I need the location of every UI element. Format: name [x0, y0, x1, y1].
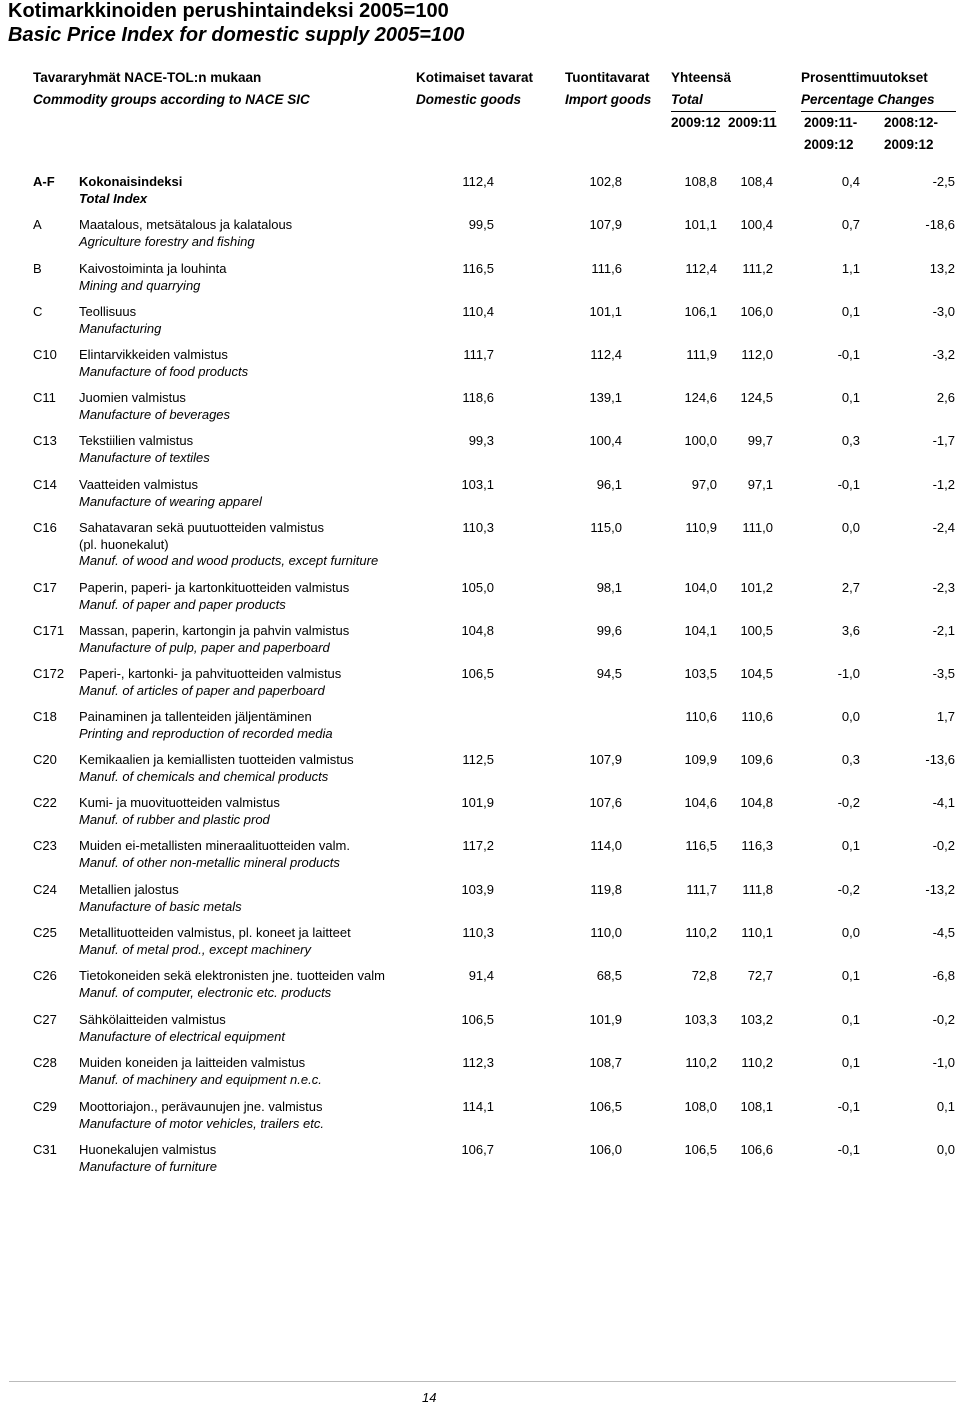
value-total-previous: 111,0: [742, 520, 773, 535]
value-total-current: 109,9: [684, 752, 717, 767]
row-label-en: Manufacture of food products: [79, 363, 249, 379]
footer-rule: [9, 1381, 956, 1382]
value-import: 114,0: [590, 838, 622, 853]
row-label-en: Agriculture forestry and fishing: [79, 233, 255, 249]
row-label-fi: Moottoriajon., perävaunujen jne. valmistus: [79, 1099, 323, 1114]
value-change-year: 0,1: [936, 1099, 955, 1114]
header-change-b-line2: 2009:12: [884, 137, 934, 152]
value-total-current: 108,8: [684, 174, 717, 189]
row-label-en: Manuf. of wood and wood products, except furniture: [79, 553, 379, 568]
row-code: C171: [33, 623, 65, 638]
value-import: 111,6: [591, 261, 622, 276]
value-import: 94,5: [596, 666, 622, 681]
value-total-previous: 104,8: [740, 795, 773, 810]
value-change-year: 0,0: [936, 1142, 955, 1157]
header-groups-fi: Tavararyhmät NACE-TOL:n mukaan: [33, 70, 262, 85]
value-change-year: -13,2: [925, 882, 955, 897]
value-import: 98,1: [596, 580, 622, 595]
row-label-en: Mining and quarrying: [79, 277, 201, 293]
value-domestic: 99,3: [468, 433, 494, 448]
value-domestic: 112,5: [462, 752, 494, 767]
row-label-en: Manufacture of electrical equipment: [79, 1028, 285, 1044]
row-label-fi: Tekstiilien valmistus: [79, 433, 194, 448]
value-change-month: 0,1: [841, 1012, 860, 1027]
value-total-current: 100,0: [684, 433, 717, 448]
value-change-year: -4,5: [932, 925, 955, 940]
header-change-a-line2: 2009:12: [804, 137, 854, 152]
value-change-month: -1,0: [837, 666, 860, 681]
value-total-previous: 97,1: [747, 477, 773, 492]
value-total-current: 110,2: [685, 925, 717, 940]
value-total-current: 103,3: [684, 1012, 717, 1027]
value-change-month: 1,1: [841, 261, 860, 276]
value-total-current: 108,0: [684, 1099, 717, 1114]
value-change-year: -1,7: [932, 433, 955, 448]
row-label-fi: Kokonaisindeksi: [79, 174, 183, 189]
value-change-month: 0,3: [841, 752, 860, 767]
row-label-fi-cont: (pl. huonekalut): [79, 536, 169, 552]
value-import: 68,5: [596, 968, 622, 983]
row-code: C20: [33, 752, 57, 767]
row-label-en: Manufacture of motor vehicles, trailers etc.: [79, 1115, 324, 1131]
value-import: 99,6: [596, 623, 622, 638]
row-code: C14: [33, 477, 57, 492]
row-code: C22: [33, 795, 57, 810]
value-change-year: -1,2: [932, 477, 955, 492]
value-change-month: 0,0: [841, 520, 860, 535]
value-change-month: 0,1: [841, 838, 860, 853]
value-change-month: 0,1: [841, 304, 860, 319]
row-label-fi: Kaivostoiminta ja louhinta: [79, 261, 227, 276]
value-change-year: -1,0: [932, 1055, 955, 1070]
row-label-fi: Tietokoneiden sekä elektronisten jne. tuotteiden valm: [79, 968, 385, 983]
value-total-previous: 124,5: [740, 390, 773, 405]
value-total-current: 124,6: [684, 390, 717, 405]
value-change-month: -0,1: [837, 347, 860, 362]
value-change-year: 2,6: [936, 390, 955, 405]
value-total-previous: 112,0: [741, 347, 773, 362]
row-label-fi: Paperin, paperi- ja kartonkituotteiden valmistus: [79, 580, 350, 595]
row-label-fi: Kemikaalien ja kemiallisten tuotteiden valmistus: [79, 752, 354, 767]
value-domestic: 99,5: [468, 217, 494, 232]
value-total-current: 110,2: [685, 1055, 717, 1070]
value-import: 139,1: [589, 390, 622, 405]
value-import: 100,4: [589, 433, 622, 448]
value-total-previous: 110,6: [741, 709, 773, 724]
header-import-en: Import goods: [565, 92, 652, 107]
value-change-year: -18,6: [925, 217, 955, 232]
value-total-previous: 106,0: [740, 304, 773, 319]
value-domestic: 116,5: [462, 261, 494, 276]
header-period-b: 2009:11: [728, 115, 777, 130]
row-code: C28: [33, 1055, 57, 1070]
value-total-previous: 110,1: [741, 925, 773, 940]
value-total-previous: 108,1: [740, 1099, 773, 1114]
row-code: C27: [33, 1012, 57, 1027]
value-total-previous: 106,6: [740, 1142, 773, 1157]
row-label-fi: Muiden koneiden ja laitteiden valmistus: [79, 1055, 306, 1070]
row-label-en: Manuf. of machinery and equipment n.e.c.: [79, 1071, 322, 1087]
row-label-fi: Sahatavaran sekä puutuotteiden valmistus: [79, 520, 324, 535]
value-change-year: -3,0: [932, 304, 955, 319]
row-code: C18: [33, 709, 57, 724]
header-groups-en: Commodity groups according to NACE SIC: [33, 92, 310, 107]
row-label-en: Manuf. of rubber and plastic prod: [79, 811, 270, 827]
value-change-year: -13,6: [925, 752, 955, 767]
row-code: C24: [33, 882, 57, 897]
pct-underline: [801, 111, 956, 112]
row-code: C172: [33, 666, 65, 681]
value-change-month: -0,2: [837, 882, 860, 897]
value-change-year: -2,5: [932, 174, 955, 189]
value-import: 110,0: [590, 925, 622, 940]
value-total-previous: 101,2: [740, 580, 773, 595]
row-label-en: Manuf. of paper and paper products: [79, 596, 286, 612]
value-domestic: 104,8: [461, 623, 494, 638]
value-total-current: 111,9: [686, 347, 717, 362]
header-change-b-line1: 2008:12-: [884, 115, 939, 130]
value-change-month: -0,1: [837, 1099, 860, 1114]
row-label-en: Manufacture of pulp, paper and paperboard: [79, 639, 330, 655]
header-pct-en: Percentage Changes: [801, 92, 935, 107]
row-label-fi: Metallien jalostus: [79, 882, 179, 897]
value-change-month: 0,3: [841, 433, 860, 448]
value-change-month: 0,1: [841, 1055, 860, 1070]
value-total-previous: 109,6: [740, 752, 773, 767]
value-domestic: 101,9: [461, 795, 494, 810]
value-domestic: 110,3: [462, 520, 494, 535]
value-domestic: 112,4: [462, 174, 494, 189]
value-import: 108,7: [589, 1055, 622, 1070]
value-total-current: 110,9: [685, 520, 717, 535]
row-label-fi: Juomien valmistus: [79, 390, 186, 405]
header-total-en: Total: [671, 92, 703, 107]
value-change-year: -2,4: [932, 520, 955, 535]
value-import: 106,0: [589, 1142, 622, 1157]
value-change-month: 0,0: [841, 709, 860, 724]
value-change-month: 3,6: [841, 623, 860, 638]
value-import: 107,9: [589, 752, 622, 767]
row-code: C11: [33, 390, 56, 405]
header-period-a: 2009:12: [671, 115, 721, 130]
value-total-previous: 100,4: [740, 217, 773, 232]
value-domestic: 106,5: [461, 666, 494, 681]
row-code: C13: [33, 433, 57, 448]
header-import-fi: Tuontitavarat: [565, 70, 650, 85]
page-subtitle: Basic Price Index for domestic supply 2005=100: [8, 24, 465, 46]
value-change-year: -2,3: [932, 580, 955, 595]
row-code: C10: [33, 347, 57, 362]
row-code: C16: [33, 520, 57, 535]
row-label-en: Manufacturing: [79, 320, 162, 336]
row-label-fi: Teollisuus: [79, 304, 137, 319]
value-import: 96,1: [596, 477, 622, 492]
row-label-fi: Metallituotteiden valmistus, pl. koneet ja laitteet: [79, 925, 351, 940]
row-label-en: Manuf. of other non-metallic mineral products: [79, 854, 340, 870]
value-total-previous: 100,5: [740, 623, 773, 638]
value-total-current: 97,0: [691, 477, 717, 492]
row-label-en: Manufacture of wearing apparel: [79, 493, 262, 509]
row-label-fi: Maatalous, metsätalous ja kalatalous: [79, 217, 293, 232]
row-label-en: Manuf. of articles of paper and paperboard: [79, 682, 325, 698]
value-change-year: -0,2: [932, 838, 955, 853]
value-domestic: 117,2: [462, 838, 494, 853]
row-code: C26: [33, 968, 57, 983]
value-import: 112,4: [590, 347, 622, 362]
value-total-current: 110,6: [685, 709, 717, 724]
value-change-year: -6,8: [932, 968, 955, 983]
page-title: Kotimarkkinoiden perushintaindeksi 2005=100: [8, 0, 449, 22]
value-domestic: 105,0: [461, 580, 494, 595]
header-domestic-en: Domestic goods: [416, 92, 522, 107]
value-domestic: 110,3: [462, 925, 494, 940]
value-domestic: 111,7: [463, 347, 494, 362]
row-code: A-F: [33, 174, 55, 189]
value-import: 102,8: [589, 174, 622, 189]
row-label-fi: Painaminen ja tallenteiden jäljentäminen: [79, 709, 312, 724]
row-label-fi: Huonekalujen valmistus: [79, 1142, 217, 1157]
header-domestic-fi: Kotimaiset tavarat: [416, 70, 534, 85]
value-import: 101,1: [589, 304, 622, 319]
row-label-en: Manufacture of beverages: [79, 406, 231, 422]
value-domestic: 103,1: [461, 477, 494, 492]
value-import: 107,9: [589, 217, 622, 232]
value-change-month: 2,7: [841, 580, 860, 595]
row-code: C: [33, 304, 43, 319]
header-change-a-line1: 2009:11-: [804, 115, 858, 130]
value-domestic: 112,3: [462, 1055, 494, 1070]
value-domestic: 118,6: [462, 390, 494, 405]
value-change-month: 0,1: [841, 390, 860, 405]
value-total-current: 111,7: [686, 882, 717, 897]
value-total-previous: 104,5: [740, 666, 773, 681]
row-label-en: Printing and reproduction of recorded media: [79, 725, 333, 741]
value-total-previous: 116,3: [741, 838, 773, 853]
value-total-current: 106,1: [684, 304, 717, 319]
row-label-fi: Massan, paperin, kartongin ja pahvin valmistus: [79, 623, 350, 638]
value-total-current: 106,5: [684, 1142, 717, 1157]
value-total-current: 104,0: [684, 580, 717, 595]
page-number: 14: [422, 1390, 437, 1405]
row-code: C29: [33, 1099, 57, 1114]
value-change-month: -0,2: [837, 795, 860, 810]
value-change-year: -2,1: [932, 623, 955, 638]
value-total-current: 104,1: [684, 623, 717, 638]
value-total-previous: 111,8: [742, 882, 773, 897]
value-import: 107,6: [589, 795, 622, 810]
value-import: 115,0: [590, 520, 622, 535]
value-total-current: 116,5: [685, 838, 717, 853]
value-total-current: 104,6: [684, 795, 717, 810]
row-code: B: [33, 261, 42, 276]
value-total-current: 101,1: [684, 217, 717, 232]
total-underline: [671, 111, 776, 112]
value-change-year: -4,1: [932, 795, 955, 810]
value-change-month: 0,1: [841, 968, 860, 983]
value-total-previous: 72,7: [747, 968, 773, 983]
value-total-current: 103,5: [684, 666, 717, 681]
row-code: C17: [33, 580, 57, 595]
row-label-fi: Paperi-, kartonki- ja pahvituotteiden valmistus: [79, 666, 342, 681]
row-label-en: Manufacture of furniture: [79, 1158, 218, 1174]
value-import: 106,5: [589, 1099, 622, 1114]
value-change-year: 1,7: [936, 709, 955, 724]
row-label-en: Manufacture of textiles: [79, 449, 210, 465]
value-import: 101,9: [589, 1012, 622, 1027]
value-domestic: 103,9: [461, 882, 494, 897]
value-change-year: -0,2: [932, 1012, 955, 1027]
row-label-fi: Muiden ei-metallisten mineraalituotteiden valm.: [79, 838, 350, 853]
value-change-year: 13,2: [929, 261, 955, 276]
row-code: C23: [33, 838, 57, 853]
value-change-year: -3,5: [932, 666, 955, 681]
header-pct-fi: Prosenttimuutokset: [801, 70, 928, 85]
row-code: C25: [33, 925, 57, 940]
row-label-fi: Elintarvikkeiden valmistus: [79, 347, 228, 362]
value-change-month: -0,1: [837, 1142, 860, 1157]
value-domestic: 91,4: [468, 968, 494, 983]
row-label-fi: Sähkölaitteiden valmistus: [79, 1012, 226, 1027]
value-change-month: 0,4: [841, 174, 860, 189]
value-change-month: 0,0: [841, 925, 860, 940]
value-total-previous: 103,2: [740, 1012, 773, 1027]
value-change-year: -3,2: [932, 347, 955, 362]
value-total-previous: 110,2: [741, 1055, 773, 1070]
value-total-current: 112,4: [685, 261, 717, 276]
row-label-en: Manufacture of basic metals: [79, 898, 242, 914]
row-label-fi: Vaatteiden valmistus: [79, 477, 198, 492]
value-change-month: 0,7: [841, 217, 860, 232]
value-total-previous: 111,2: [742, 261, 773, 276]
row-label-fi: Kumi- ja muovituotteiden valmistus: [79, 795, 280, 810]
header-total-fi: Yhteensä: [671, 70, 732, 85]
value-domestic: 114,1: [462, 1099, 494, 1114]
row-code: C31: [33, 1142, 57, 1157]
value-total-current: 72,8: [691, 968, 717, 983]
row-label-en: Manuf. of computer, electronic etc. products: [79, 984, 332, 1000]
value-domestic: 106,7: [461, 1142, 494, 1157]
value-total-previous: 108,4: [740, 174, 773, 189]
row-label-en: Manuf. of chemicals and chemical products: [79, 768, 329, 784]
value-total-previous: 99,7: [747, 433, 773, 448]
value-change-month: -0,1: [837, 477, 860, 492]
value-domestic: 110,4: [462, 304, 494, 319]
row-label-en: Total Index: [79, 190, 148, 206]
value-import: 119,8: [590, 882, 622, 897]
row-label-en: Manuf. of metal prod., except machinery: [79, 941, 311, 957]
row-code: A: [33, 217, 42, 232]
value-domestic: 106,5: [461, 1012, 494, 1027]
